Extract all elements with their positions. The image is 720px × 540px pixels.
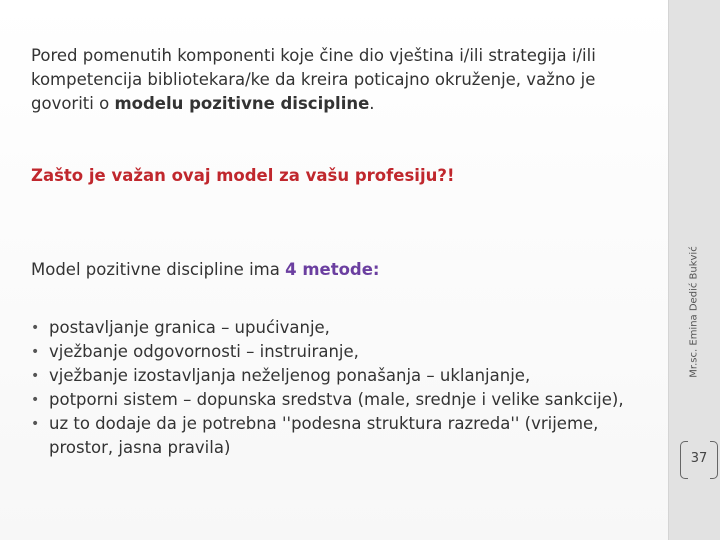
methods-list — [31, 316, 659, 460]
list-item: • potporni sistem – dopunska sredstva (male, srednje i velike sankcije), — [31, 388, 659, 412]
intro-highlight: modelu pozitivne discipline — [114, 94, 370, 113]
page-number: 37 — [690, 451, 708, 466]
intro-paragraph — [31, 44, 661, 116]
bullet-icon: • — [31, 392, 40, 408]
methods-count: 4 metode: — [285, 260, 380, 279]
list-item: • vježbanje izostavljanja neželjenog ponašanja – uklanjanje, — [31, 364, 659, 388]
bullet-icon: • — [31, 368, 40, 384]
list-item: • vježbanje odgovornosti – instruiranje, — [31, 340, 659, 364]
author-label: Mr.sc. Emina Dedić Bukvić — [688, 246, 700, 378]
intro-end: . — [369, 94, 375, 113]
question-heading: Zašto je važan ovaj model za vašu profesiju?! — [31, 166, 455, 185]
bullet-icon: • — [31, 416, 40, 432]
page-number-badge — [680, 441, 718, 479]
methods-intro — [31, 260, 380, 279]
bullet-icon: • — [31, 320, 40, 336]
intro-text: Pored pomenutih komponenti koje čine dio vještina i/ili strategija i/ili kompetencija bibliotekara/ke da kreira poticajno okruženje, važno je govoriti o — [31, 46, 596, 113]
methods-intro-text: Model pozitivne discipline ima — [31, 260, 286, 279]
list-item: • uz to dodaje da je potrebna ''podesna struktura razreda'' (vrijeme, prostor, jasna pravila) — [31, 414, 599, 457]
bullet-icon: • — [31, 344, 40, 360]
list-item: • postavljanje granica – upućivanje, — [31, 316, 659, 340]
bracket-right-icon — [710, 441, 718, 479]
